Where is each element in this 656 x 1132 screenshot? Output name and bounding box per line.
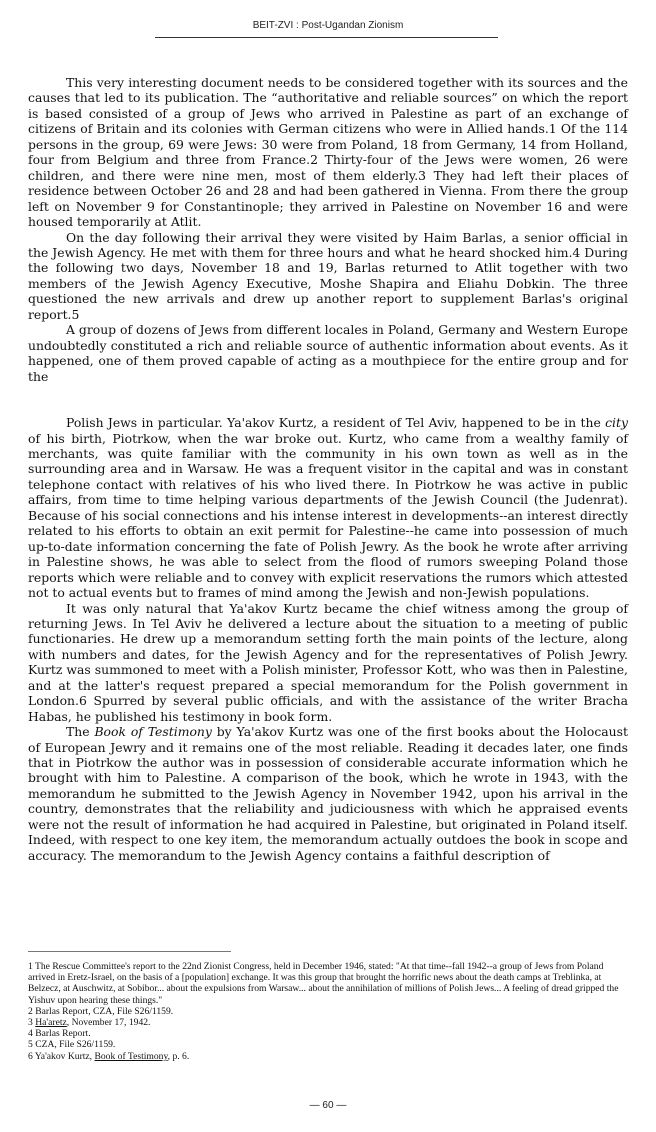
footnote-6 <box>28 1051 628 1062</box>
footnote-6-book-title: Book of Testimony <box>94 1050 168 1062</box>
footnote-4: 4 Barlas Report. <box>28 1028 91 1040</box>
header-rule <box>155 37 498 38</box>
paragraph-4-text-b: of his birth, Piotrkow, when the war broke out. Kurtz, who came from a wealthy family of merchants, was quite familiar with the community in his own town as well as in the surrounding area and in Warsaw. He was a frequent visitor in the capital and was in constant telephone contact with relatives of his who lived there. In Piotrkow he was active in public affairs, from time to time helping various departments of the Jewish Council (the Judenrat). Because of his social connections and his intense interest in developments--an interest directly related to his efforts to obtain an exit permit for Palestine--he came into possession of much up-to-date information concerning the fate of Polish Jewry. As the book he wrote after arriving in Palestine shows, he was able to select from the flood of rumors sweeping Poland those reports which were reliable and to convey with explicit reservations the rumors which attested not to actual events but to frames of mind among the Jewish and non-Jewish populations. <box>28 430 628 601</box>
footnote-6-author: 6 Ya'akov Kurtz, <box>28 1050 95 1062</box>
paragraph-4-text-a: Polish Jews in particular. Ya'akov Kurtz, a resident of Tel Aviv, happened to be in the <box>66 415 606 431</box>
paragraph-6 <box>28 724 628 863</box>
footnotes <box>28 961 628 1062</box>
footnote-1: 1 The Rescue Committee's report to the 22nd Zionist Congress, held in December 1946, stated: "At that time--fall 1942--a group of Jews from Poland arrived in Eretz-Israel, on the basis of a [population] exchange. It was this group that brought the horrific news about the death camps at Treblinka, at Belzecz, at Auschwitz, at Sobibor... about the expulsions from Warsaw... about the annihilation of millions of Polish Jews... A feeling of dread gripped the Yishuv upon hearing these things." <box>28 961 619 1006</box>
page-number: — 60 — <box>309 1100 347 1111</box>
italic-book-title: Book of Testimony <box>94 724 212 740</box>
footnote-3-source-title: Ha'aretz <box>35 1017 67 1029</box>
paragraph-2: On the day following their arrival they were visited by Haim Barlas, a senior official in the Jewish Agency. He met with them for three hours and what he heard shocked him.4 During the following two days, November 18 and 19, Barlas returned to Atlit together with two members of the Jewish Agency Executive, Moshe Shapira and Eliahu Dobkin. The three questioned the new arrivals and drew up another report to supplement Barlas's original report.5 <box>28 229 628 322</box>
footnote-3-rest: , November 17, 1942. <box>66 1017 151 1029</box>
footnote-2: 2 Barlas Report, CZA, File S26/1159. <box>28 1005 174 1017</box>
footnote-5: 5 CZA, File S26/1159. <box>28 1039 116 1051</box>
footnote-3 <box>28 1017 628 1028</box>
paragraph-5: It was only natural that Ya'akov Kurtz became the chief witness among the group of returning Jews. In Tel Aviv he delivered a lecture about the situation to a meeting of public functionaries. He drew up a memorandum setting forth the main points of the lecture, along with numbers and dates, for the Jewish Agency and for the representatives of Polish Jewry. Kurtz was summoned to meet with a Polish minister, Professor Kott, who was then in Palestine, and at the latter's request prepared a special memorandum for the Polish government in London.6 Spurred by several public officials, and with the assistance of the writer Bracha Habas, he published his testimony in book form. <box>28 600 628 724</box>
paragraph-gap <box>28 384 628 415</box>
paragraph-1: This very interesting document needs to be considered together with its sources and the causes that led to its publication. The “authoritative and reliable sources” on which the report is based consisted of a group of Jews who arrived in Palestine as part of an exchange of citizens of Britain and its colonies with German citizens who were in Allied hands.1 Of the 114 persons in the group, 69 were Jews: 30 were from Poland, 18 from Germany, 14 from Holland, four from Belgium and three from France.2 Thirty-four of the Jews were women, 26 were children, and there were nine men, most of them elderly.3 They had left their places of residence between October 26 and 28 and had been gathered in Vienna. From there the group left on November 9 for Constantinople; they arrived in Palestine on November 16 and were housed temporarily at Atlit. <box>28 75 628 230</box>
footnote-separator <box>28 951 231 952</box>
italic-city: city <box>605 415 628 431</box>
body-text <box>28 75 628 863</box>
paragraph-6-text-b: by Ya'akov Kurtz was one of the first books about the Holocaust of European Jewry and it remains one of the most reliable. Reading it decades later, one finds that in Piotrkow the author was in possession of considerable accurate information which he brought with him to Palestine. A comparison of the book, which he wrote in 1943, with the memorandum he submitted to the Jewish Agency in November 1942, upon his arrival in the country, demonstrates that the reliability and judiciousness with which he appraised events were not the result of information he had acquired in Palestine, but originated in Poland itself. Indeed, with respect to one key item, the memorandum actually outdoes the book in scope and accuracy. The memorandum to the Jewish Agency contains a faithful description of <box>28 724 628 863</box>
paragraph-4 <box>28 415 628 600</box>
paragraph-6-text-a: The <box>66 724 95 740</box>
paragraph-3: A group of dozens of Jews from different locales in Poland, Germany and Western Europe undoubtedly constituted a rich and reliable source of authentic information about events. As it happened, one of them proved capable of acting as a mouthpiece for the entire group and for the <box>28 322 628 384</box>
footnote-3-number: 3 <box>28 1017 36 1029</box>
footnote-6-rest: , p. 6. <box>167 1050 190 1062</box>
running-header: BEIT-ZVI : Post-Ugandan Zionism <box>252 20 404 31</box>
